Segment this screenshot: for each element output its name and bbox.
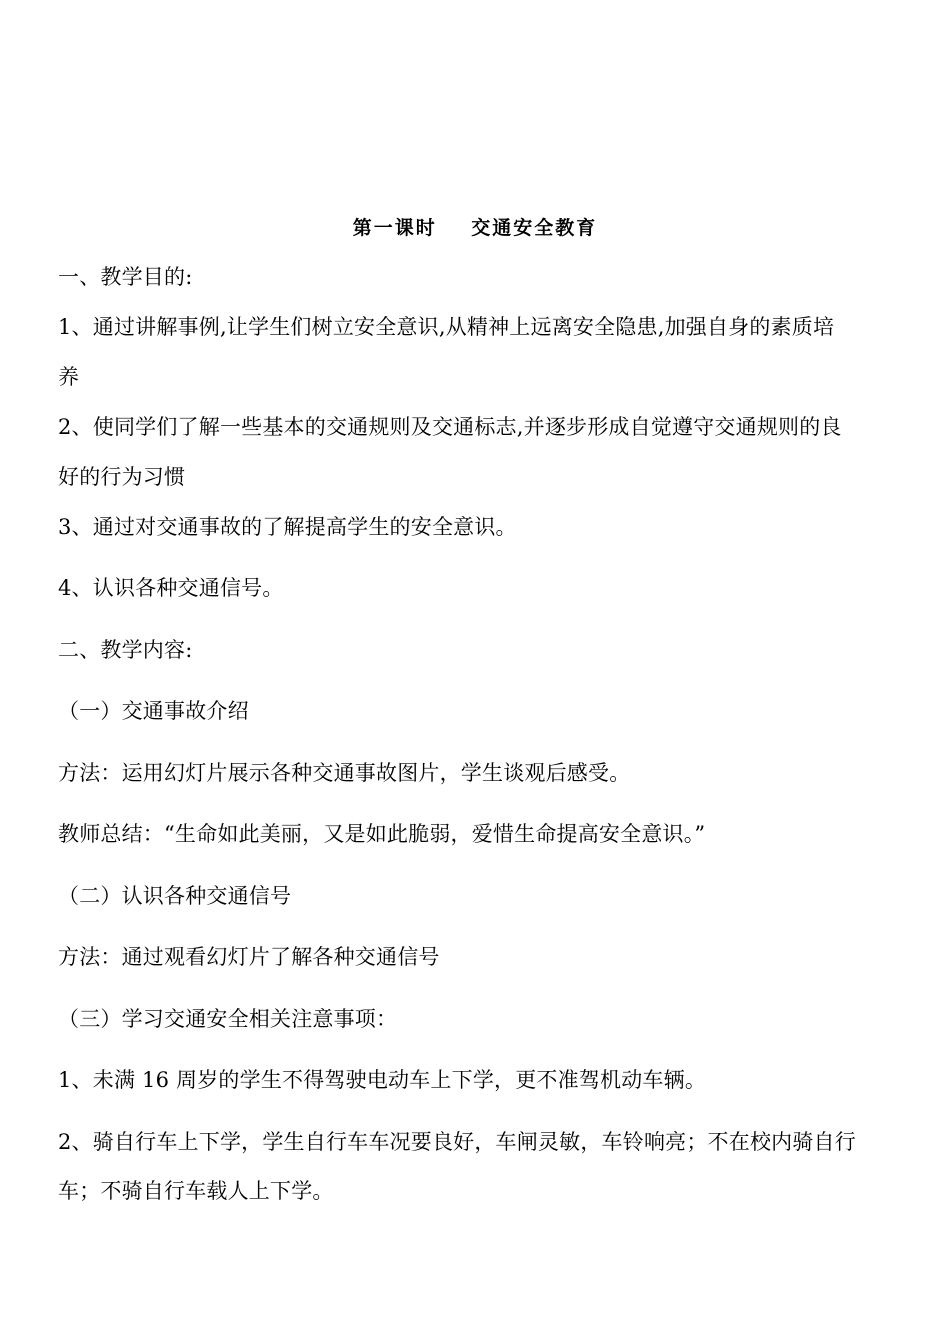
objective-4: 4、认识各种交通信号。 xyxy=(58,576,284,600)
objective-3: 3、通过对交通事故的了解提高学生的安全意识。 xyxy=(58,515,517,539)
subsection-accident-intro: （一）交通事故介绍 xyxy=(58,699,249,723)
subsection-traffic-signals: （二）认识各种交通信号 xyxy=(58,884,292,908)
section-heading-content: 二、教学内容: xyxy=(58,638,193,662)
method-slides-signals: 方法：通过观看幻灯片了解各种交通信号 xyxy=(58,945,440,969)
subsection-safety-notes: （三）学习交通安全相关注意事项： xyxy=(58,1007,398,1031)
method-slides-accidents: 方法：运用幻灯片展示各种交通事故图片，学生谈观后感受。 xyxy=(58,761,631,785)
safety-note-1: 1、未满 16 周岁的学生不得驾驶电动车上下学，更不准驾机动车辆。 xyxy=(58,1068,707,1092)
objective-1-line-1: 1、通过讲解事例,让学生们树立安全意识,从精神上远离安全隐患,加强自身的素质培 xyxy=(58,315,835,339)
objective-1-line-2: 养 xyxy=(58,365,80,389)
section-heading-objectives: 一、教学目的: xyxy=(58,265,193,289)
objective-2-line-2: 好的行为习惯 xyxy=(58,465,186,489)
safety-note-2-line-1: 2、骑自行车上下学，学生自行车车况要良好，车闸灵敏，车铃响亮；不在校内骑自行 xyxy=(58,1130,856,1154)
objective-2-line-1: 2、使同学们了解一些基本的交通规则及交通标志,并逐步形成自觉遵守交通规则的良 xyxy=(58,415,842,439)
safety-note-2-line-2: 车；不骑自行车载人上下学。 xyxy=(58,1179,334,1203)
document-title: 第一课时 交通安全教育 xyxy=(352,217,598,239)
teacher-summary: 教师总结：“生命如此美丽，又是如此脆弱，爱惜生命提高安全意识。” xyxy=(58,822,706,846)
